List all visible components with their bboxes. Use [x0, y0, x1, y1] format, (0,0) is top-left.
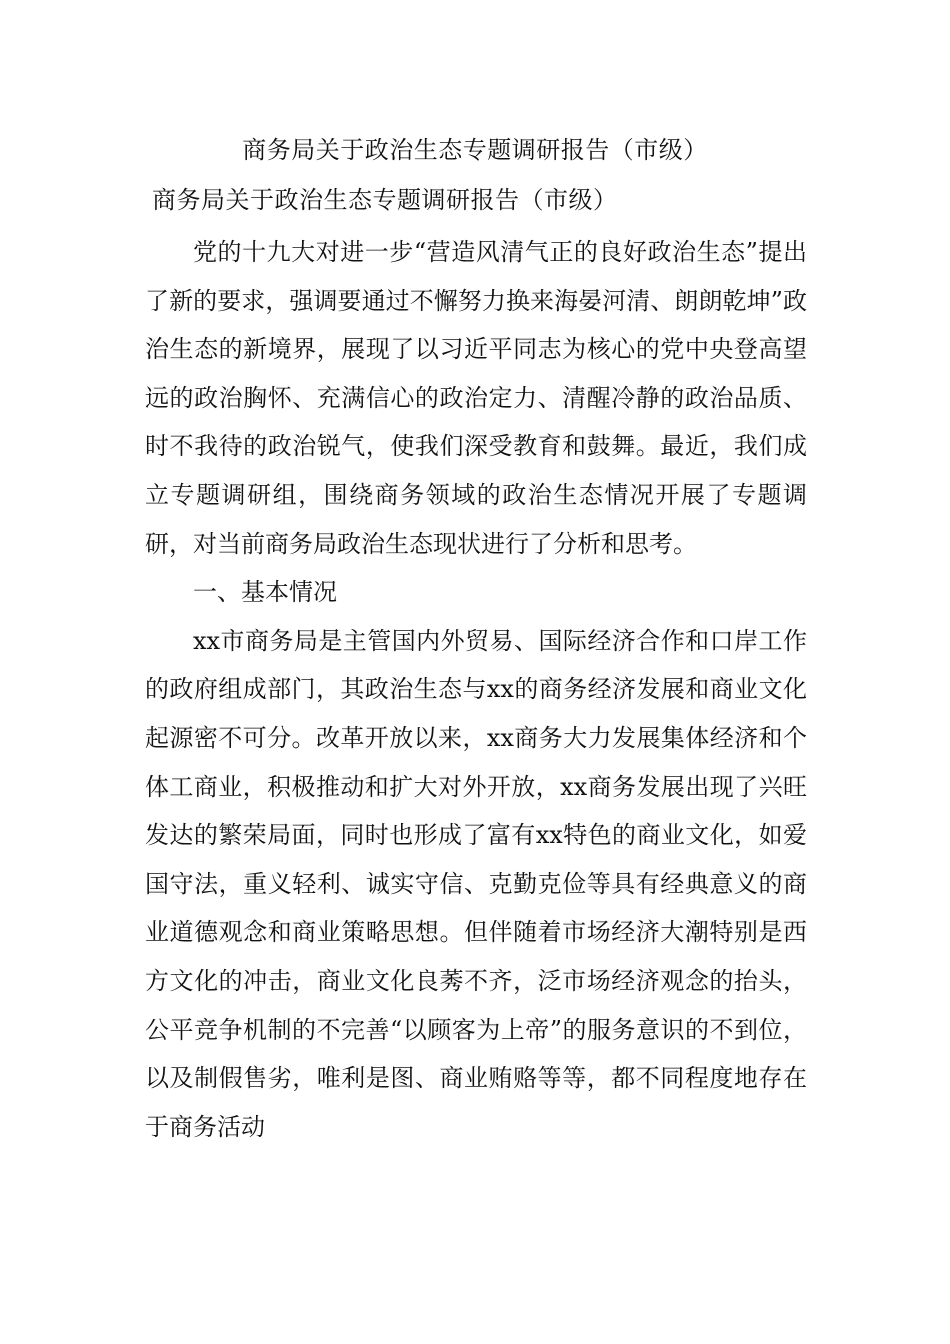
document-title: 商务局关于政治生态专题调研报告（市级）: [242, 136, 708, 164]
document-subtitle: 商务局关于政治生态专题调研报告（市级）: [152, 186, 618, 214]
paragraph-basic-situation: xx市商务局是主管国内外贸易、国际经济合作和口岸工作的政府组成部门，其政治生态与xx的商务经济发展和商业文化起源密不可分。改革开放以来，xx商务大力发展集体经济和个体工商业，积极推动和扩大对外开放，xx商务发展出现了兴旺发达的繁荣局面，同时也形成了富有xx特色的商业文化，如爱国守法，重义轻利、诚实守信、克勤克俭等具有经典意义的商业道德观念和商业策略思想。但伴随着市场经济大潮特别是西方文化的冲击，商业文化良莠不齐，泛市场经济观念的抬头，公平竞争机制的不完善“以顾客为上帝”的服务意识的不到位，以及制假售劣，唯利是图、商业贿赂等等，都不同程度地存在于商务活动: [145, 626, 807, 1141]
section-heading-basic-situation: 一、基本情况: [193, 578, 337, 607]
document-body: [145, 228, 807, 1151]
paragraph-intro: 党的十九大对进一步“营造风清气正的良好政治生态”提出了新的要求，强调要通过不懈努力换来海晏河清、朗朗乾坤”政治生态的新境界，展现了以习近平同志为核心的党中央登高望远的政治胸怀、充满信心的政治定力、清醒冷静的政治品质、时不我待的政治锐气，使我们深受教育和鼓舞。最近，我们成立专题调研组，围绕商务领域的政治生态情况开展了专题调研，对当前商务局政治生态现状进行了分析和思考。: [145, 238, 807, 558]
